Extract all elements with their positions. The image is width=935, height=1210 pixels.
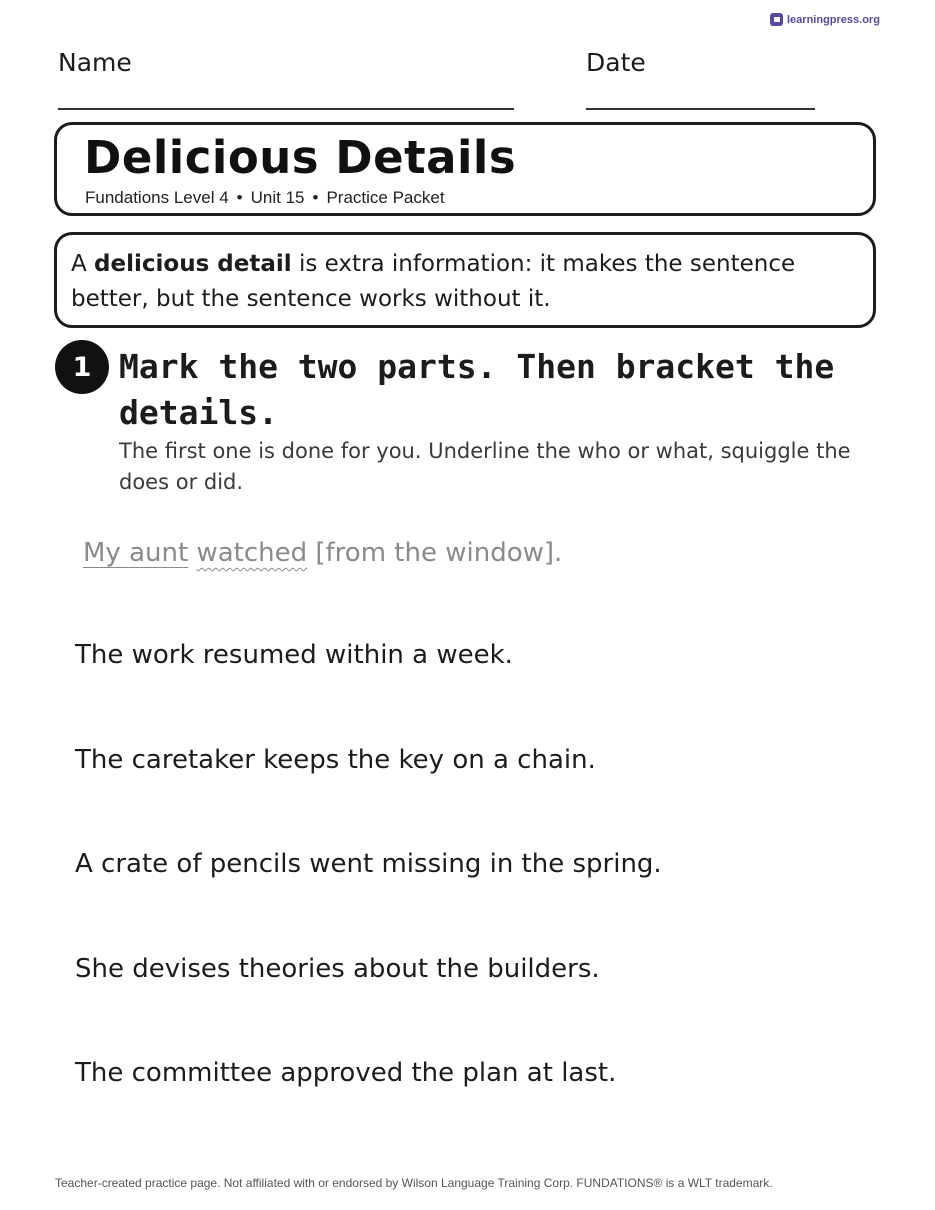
step-instructions: The first one is done for you. Underline the who or what, squiggle the does or did.	[119, 439, 851, 494]
subtitle-unit: Unit 15	[250, 188, 305, 207]
example-detail: [from the window].	[315, 538, 563, 568]
subtitle-separator: •	[236, 188, 243, 207]
brand-link[interactable]	[770, 13, 880, 26]
practice-sentence-3[interactable]: A crate of pencils went missing in the spring.	[75, 849, 662, 879]
example-sentence	[83, 538, 562, 568]
brand-text: learningpress.org	[787, 13, 880, 26]
practice-sentence-2[interactable]: The caretaker keeps the key on a chain.	[75, 745, 596, 775]
name-label: Name	[58, 48, 132, 77]
subtitle-packet: Practice Packet	[326, 188, 445, 207]
practice-sentence-5[interactable]: The committee approved the plan at last.	[75, 1058, 617, 1088]
date-line[interactable]	[586, 108, 815, 110]
learningpress-logo-icon	[770, 13, 783, 26]
title-box	[54, 122, 876, 216]
step-number-badge: 1	[55, 340, 109, 394]
footer-disclaimer: Teacher-created practice page. Not affiliated with or endorsed by Wilson Language Training Corp. FUNDATIONS® is a WLT trademark.	[55, 1176, 773, 1190]
page-title: Delicious Details	[84, 131, 517, 184]
definition-box	[54, 232, 876, 328]
definition-rest: is extra information: it makes the sentence better, but the sentence works without it.	[71, 251, 796, 312]
definition-term: delicious detail	[94, 251, 292, 277]
definition-lead: A	[71, 251, 87, 277]
subtitle-separator: •	[312, 188, 319, 207]
subtitle-level: Fundations Level 4	[85, 188, 229, 207]
name-line[interactable]	[58, 108, 514, 110]
practice-sentence-1[interactable]: The work resumed within a week.	[75, 640, 513, 670]
example-does: watched	[196, 538, 308, 568]
page-subtitle	[85, 188, 445, 208]
step-title: Mark the two parts. Then bracket the details.	[119, 347, 835, 432]
date-label: Date	[586, 48, 646, 77]
practice-sentence-4[interactable]: She devises theories about the builders.	[75, 954, 600, 984]
example-who: My aunt	[83, 538, 189, 568]
